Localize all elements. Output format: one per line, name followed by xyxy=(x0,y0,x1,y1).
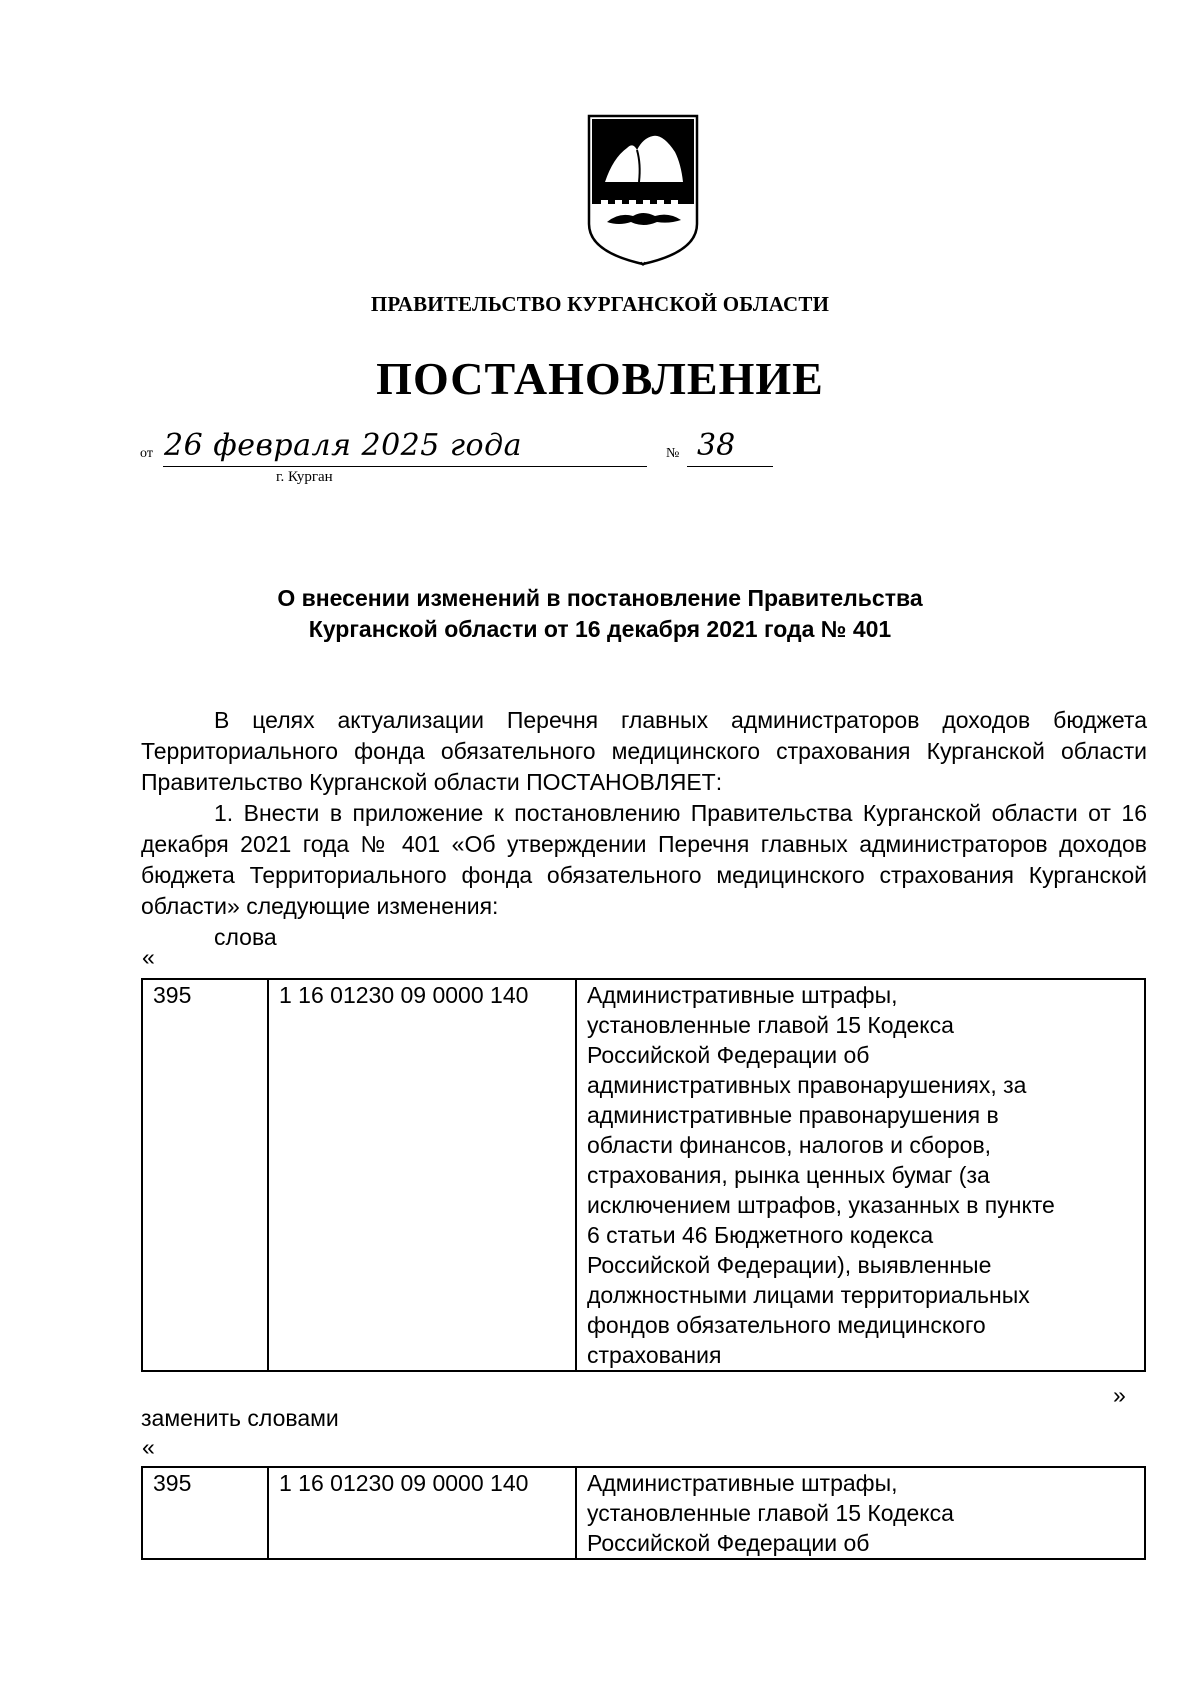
city-label: г. Курган xyxy=(276,469,333,485)
paragraph-item-1: 1. Внести в приложение к постановлению Правительства Курганской области от 16 декабря 2021 года № 401 «Об утверждении Перечня главных администраторов доходов бюджета Территориального фонда обязательного медицинского страхования Курганской области» следующие изменения: xyxy=(141,800,1147,919)
description-line: установленные главой 15 Кодекса xyxy=(587,1012,954,1038)
paragraph-preamble: В целях актуализации Перечня главных администраторов доходов бюджета Территориального фонда обязательного медицинского страхования Курганской области Правительство Курганской области ПОСТАНОВЛЯЕТ: xyxy=(141,707,1147,795)
description-line: исключением штрафов, указанных в пункте xyxy=(587,1192,1055,1218)
government-title: ПРАВИТЕЛЬСТВО КУРГАНСКОЙ ОБЛАСТИ xyxy=(370,292,830,316)
replace-label: заменить словами xyxy=(141,1405,339,1431)
handwritten-date: 26 февраля 2025 года xyxy=(164,428,523,463)
description-line: должностными лицами территориальных xyxy=(587,1282,1030,1308)
subject-line: Курганской области от 16 декабря 2021 года № 401 xyxy=(308,616,892,642)
description-line: области финансов, налогов и сборов, xyxy=(587,1132,992,1158)
document-type-title: ПОСТАНОВЛЕНИЕ xyxy=(376,353,824,404)
date-underline xyxy=(163,466,647,467)
table-row xyxy=(142,1467,1145,1559)
description-line: установленные главой 15 Кодекса xyxy=(587,1500,954,1526)
admin-code-cell: 395 xyxy=(142,979,268,1371)
open-quote: « xyxy=(142,944,155,970)
description-cell xyxy=(576,979,1145,1371)
open-quote: « xyxy=(142,1434,155,1460)
description-line: Административные штрафы, xyxy=(587,982,898,1008)
description-line: Административные штрафы, xyxy=(587,1470,898,1496)
description-line: административных правонарушениях, за xyxy=(587,1072,1027,1098)
close-quote: » xyxy=(1113,1382,1126,1408)
description-line: фондов обязательного медицинского xyxy=(587,1312,986,1338)
new-table xyxy=(141,1466,1146,1560)
admin-code-cell: 395 xyxy=(142,1467,268,1559)
from-label: от xyxy=(140,446,153,461)
document-subject xyxy=(0,583,1200,645)
body-text xyxy=(141,705,1147,953)
description-line: 6 статьи 46 Бюджетного кодекса xyxy=(587,1222,934,1248)
description-line: административные правонарушения в xyxy=(587,1102,999,1128)
kbk-code-cell: 1 16 01230 09 0000 140 xyxy=(268,1467,576,1559)
handwritten-number: 38 xyxy=(697,428,736,463)
words-label: слова xyxy=(214,924,277,950)
number-underline xyxy=(687,466,773,467)
subject-line: О внесении изменений в постановление Правительства xyxy=(277,585,923,611)
description-line: Российской Федерации), выявленные xyxy=(587,1252,992,1278)
description-line: Российской Федерации об xyxy=(587,1042,870,1068)
description-cell xyxy=(576,1467,1145,1559)
coat-of-arms-icon xyxy=(583,112,703,270)
kbk-code-cell: 1 16 01230 09 0000 140 xyxy=(268,979,576,1371)
old-table xyxy=(141,978,1146,1372)
description-line: страхования xyxy=(587,1342,722,1368)
description-line: страхования, рынка ценных бумаг (за xyxy=(587,1162,990,1188)
date-number-line xyxy=(140,428,740,488)
table-row xyxy=(142,979,1145,1371)
description-line: Российской Федерации об xyxy=(587,1530,870,1556)
number-label: № xyxy=(666,446,680,461)
